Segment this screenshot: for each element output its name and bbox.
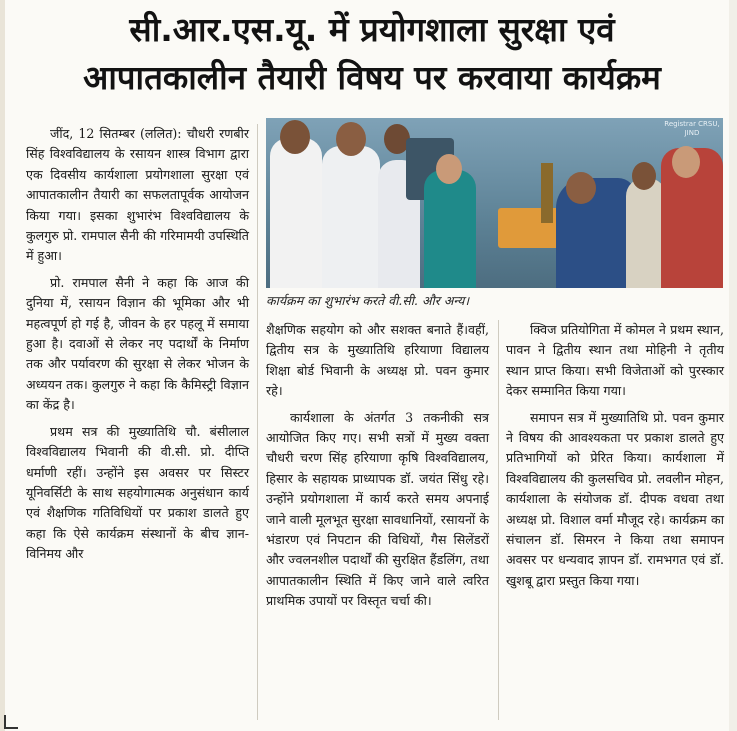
paragraph: शैक्षणिक सहयोग को और सशक्त बनाते हैं।वहीं, द्वितीय सत्र के मुख्यातिथि हरियाणा विद्यालय शिक्षा बोर्ड भिवानी के अध्यक्ष प्रो. पवन कुमार रहे। [266,322,489,399]
person-figure [626,178,666,288]
person-head [632,162,656,190]
person-head [336,122,366,156]
column-divider [257,124,258,720]
page-edge-left [0,0,5,731]
paragraph: प्रो. रामपाल सैनी ने कहा कि आज की दुनिया में, रसायन विज्ञान की भूमिका और भी महत्वपूर्ण हो गई है, जीवन के हर पहलू में समाया हुआ है। दवाओं से लेकर नए पदार्थों के निर्माण तक और पर्यावरण की सुरक्षा से लेकर भोजन के अध्ययन तक। कुलगुरु ने कहा कि कैमिस्ट्री विज्ञान का केंद्र है। [26,274,249,413]
person-head [672,146,700,178]
ceremonial-lamp [541,163,553,223]
person-head [280,120,310,154]
paragraph: समापन सत्र में मुख्यातिथि प्रो. पवन कुमार ने विषय की आवश्यकता पर प्रकाश डालते हुए प्रतिभागियों को प्रेरित किया। कार्यशाला में विश्वविद्यालय की कुलसचिव प्रो. लवलीन मोहन, कार्यशाला के संयोजक डॉ. दीपक वधवा तथा अध्यक्ष प्रो. विशाल वर्मा मौजूद रहे। कार्यक्रम का संचालन डॉ. सिमरन ने किया तथा समापन अवसर पर धन्यवाद ज्ञापन डॉ. रामभगत एवं डॉ. खुशबू द्वारा प्रस्तुत किया गया। [506,409,724,588]
article-column-1 [26,124,249,565]
column-divider [498,320,499,720]
paragraph: कार्यशाला के अंतर्गत 3 तकनीकी सत्र आयोजित किए गए। सभी सत्रों में मुख्य वक्ता चौधरी चरण सिंह हरियाणा कृषि विश्वविद्यालय, हिसार के सहायक प्राध्यापक डॉ. जयंत सिंधु रहे। उन्होंने प्रयोगशाला में कार्य करते समय अपनाई जाने वाली मूलभूत सुरक्षा सावधानियों, रसायनों के भंडारण एवं निपटान की विधियों, गैस सिलेंडरों और ज्वलनशील पदार्थों की सुरक्षित हैंडलिंग, तथा आपातकालीन स्थिति में किए जाने वाले त्वरित प्राथमिक उपायों पर विस्तृत चर्चा की। [266,409,489,609]
person-head [566,172,596,204]
headline-line-2: आपातकालीन तैयारी विषय पर करवाया कार्यक्रम [83,58,661,97]
page-edge-right [729,0,737,731]
paragraph: क्विज प्रतियोगिता में कोमल ने प्रथम स्थान, पावन ने द्वितीय स्थान तथा मोहिनी ने तृतीय स्थान प्राप्त किया। सभी विजेताओं को पुरस्कार देकर सम्मानित किया गया। [506,322,724,399]
article-column-2 [266,320,489,612]
person-figure [270,138,322,288]
paragraph: प्रथम सत्र की मुख्यातिथि चौ. बंसीलाल विश्वविद्यालय भिवानी की वी.सी. प्रो. दीप्ति धर्माणी रहीं। उन्होंने इस अवसर पर सिस्टर यूनिवर्सिटी के साथ सहयोगात्मक अनुसंधान कार्य एवं शैक्षणिक गतिविधियों पर प्रकाश डालते हुए कहा कि ऐसे कार्यक्रम संस्थानों के बीच ज्ञान-विनिमय और [26,423,249,562]
paragraph: जींद, 12 सितम्बर (ललित): चौधरी रणबीर सिंह विश्वविद्यालय के रसायन शास्त्र विभाग द्वारा एक दिवसीय कार्यशाला प्रयोगशाला सुरक्षा एवं आपातकालीन तैयारी का सफलतापूर्वक आयोजन किया गया। इसका शुभारंभ विश्वविद्यालय के कुलगुरु प्रो. रामपाल सैनी की गरिमामयी उपस्थिति में हुआ। [26,126,249,264]
headline [22,6,722,102]
person-figure [424,170,476,288]
headline-line-1: सी.आर.एस.यू. में प्रयोगशाला सुरक्षा एवं [129,10,615,49]
article-column-3 [506,320,724,591]
banner-text: Registrar CRSU, JIND [664,120,720,137]
crop-mark [4,715,18,729]
person-figure [322,146,380,288]
photo-caption: कार्यक्रम का शुभारंभ करते वी.सी. और अन्य। [266,293,470,308]
event-photo [266,118,723,288]
person-head [436,154,462,184]
